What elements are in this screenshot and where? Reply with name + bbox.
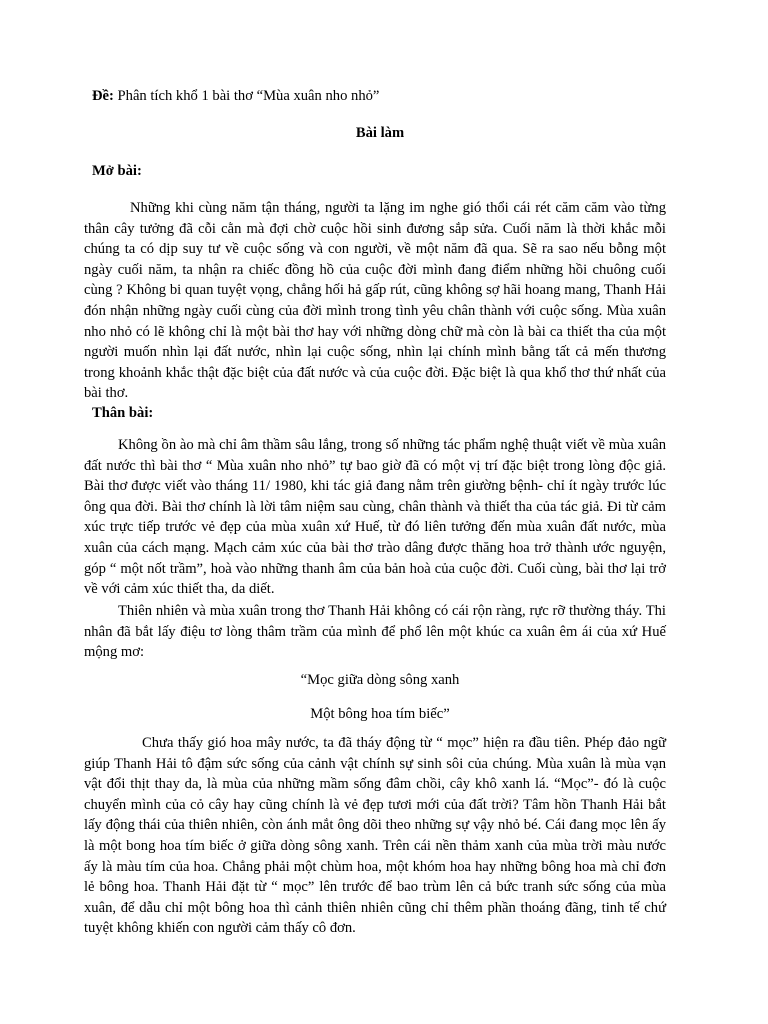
intro-heading: Mở bài: bbox=[92, 163, 142, 179]
verse-line-1: “Mọc giữa dòng sông xanh bbox=[300, 672, 460, 688]
body-paragraph-1: Không ồn ào mà chỉ âm thầm sâu lắng, trong số những tác phẩm nghệ thuật viết về mùa xuân đất nước thì bài thơ “ Mùa xuân nho nhỏ” tự bao giờ đã có một vị trí đặc biệt trong lòng độc giả. Bài thơ được viết vào tháng 11/ 1980, khi tác giả đang nằm trên giường bệnh- chỉ ít ngày trước lúc ông qua đời. Bài thơ chính là lời tâm niệm sau cùng, chân thành và thiết tha của tác giả. Đi từ cảm xúc trực tiếp trước vẻ đẹp của mùa xuân xứ Huế, từ đó liên tưởng đến mùa xuân đất nước, mùa xuân của cách mạng. Mạch cảm xúc của bài thơ trào dâng được thăng hoa trở thành ước nguyện, góp “ một nốt trầm”, hoà vào những thanh âm của bản hoà của cuộc đời. Cuối cùng, bài thơ lại trở về với cảm xúc thiết tha, da diết. bbox=[84, 437, 666, 598]
body-paragraph-3: Chưa thấy gió hoa mây nước, ta đã tháy động từ “ mọc” hiện ra đầu tiên. Phép đảo ngữ giúp Thanh Hải tô đậm sức sống của cảnh vật chính sự sinh sôi của chúng. Mùa xuân là mùa vạn vật đổi thịt thay da, là mùa của những mầm sống đâm chồi, cây khô xanh lá. “Mọc”- đó là cuộc chuyển mình của cỏ cây hay cũng chính là vẻ đẹp tươi mới của đất trời? Tâm hồn Thanh Hải bắt lấy động thái của thiên nhiên, còn ánh mắt ông dõi theo những sự vậy nhỏ bé. Cái đang mọc lên ấy là một bong hoa tím biếc ở giữa dòng sông xanh. Trên cái nền thảm xanh của mùa trời màu nước ấy là màu tím của hoa. Chẳng phải một chùm hoa, một khóm hoa hay những bông hoa mà chỉ đơn lẻ bông hoa. Thanh Hải đặt từ “ mọc” lên trước để bao trùm lên cả bức tranh sức sống của mùa xuân, để dẫu chỉ một bông hoa thì cảnh thiên nhiên cũng chỉ thêm phần thoáng đãng, tinh tế chứ tuyệt không khiến con người cảm thấy cô đơn. bbox=[84, 735, 666, 937]
verse-line-2: Một bông hoa tím biếc” bbox=[310, 706, 450, 722]
assignment-label: Đề: bbox=[92, 88, 114, 104]
assignment-topic: Phân tích khổ 1 bài thơ “Mùa xuân nho nhỏ” bbox=[113, 88, 380, 104]
assignment-title bbox=[92, 88, 379, 106]
intro-paragraph: Những khi cùng năm tận tháng, người ta lặng im nghe gió thổi cái rét căm căm vào từng thân cây tưởng đã cỗi cằn mà đợi chờ cuộc hồi sinh đương sắp sửa. Cuối năm là thời khắc mỗi chúng ta có dịp suy tư về cuộc sống và con người, về một năm đã qua. Sẽ ra sao nếu bỗng một ngày cuối năm, ta nhận ra chiếc đồng hồ của cuộc đời mình đang điểm những hồi chuông cuối cùng ? Không bi quan tuyệt vọng, chẳng hối hả gấp rút, cũng không sợ hãi hoang mang, Thanh Hải đón nhận những ngày cuối cùng của đời mình trong tình yêu chân thành với cuộc sống. Mùa xuân nho nhỏ có lẽ không chỉ là một bài thơ hay với những dòng chữ mà còn là bài ca thiết tha của một người muốn nhìn lại đất nước, nhìn lại cuộc sống, nhìn lại chính mình bằng tất cả mến thương trong khoảnh khắc thật đặc biệt của đất nước và của cuộc đời. Đặc biệt là qua khổ thơ thứ nhất của bài thơ. bbox=[84, 200, 666, 402]
essay-heading: Bài làm bbox=[355, 125, 405, 141]
body-heading: Thân bài: bbox=[92, 405, 154, 421]
body-paragraph-2: Thiên nhiên và mùa xuân trong thơ Thanh Hải không có cái rộn ràng, rực rỡ thường tháy. Thi nhân đã bắt lấy điệu tơ lòng thâm trầm của mình để phổ lên một khúc ca xuân êm ái của xứ Huế mộng mơ: bbox=[84, 603, 666, 661]
